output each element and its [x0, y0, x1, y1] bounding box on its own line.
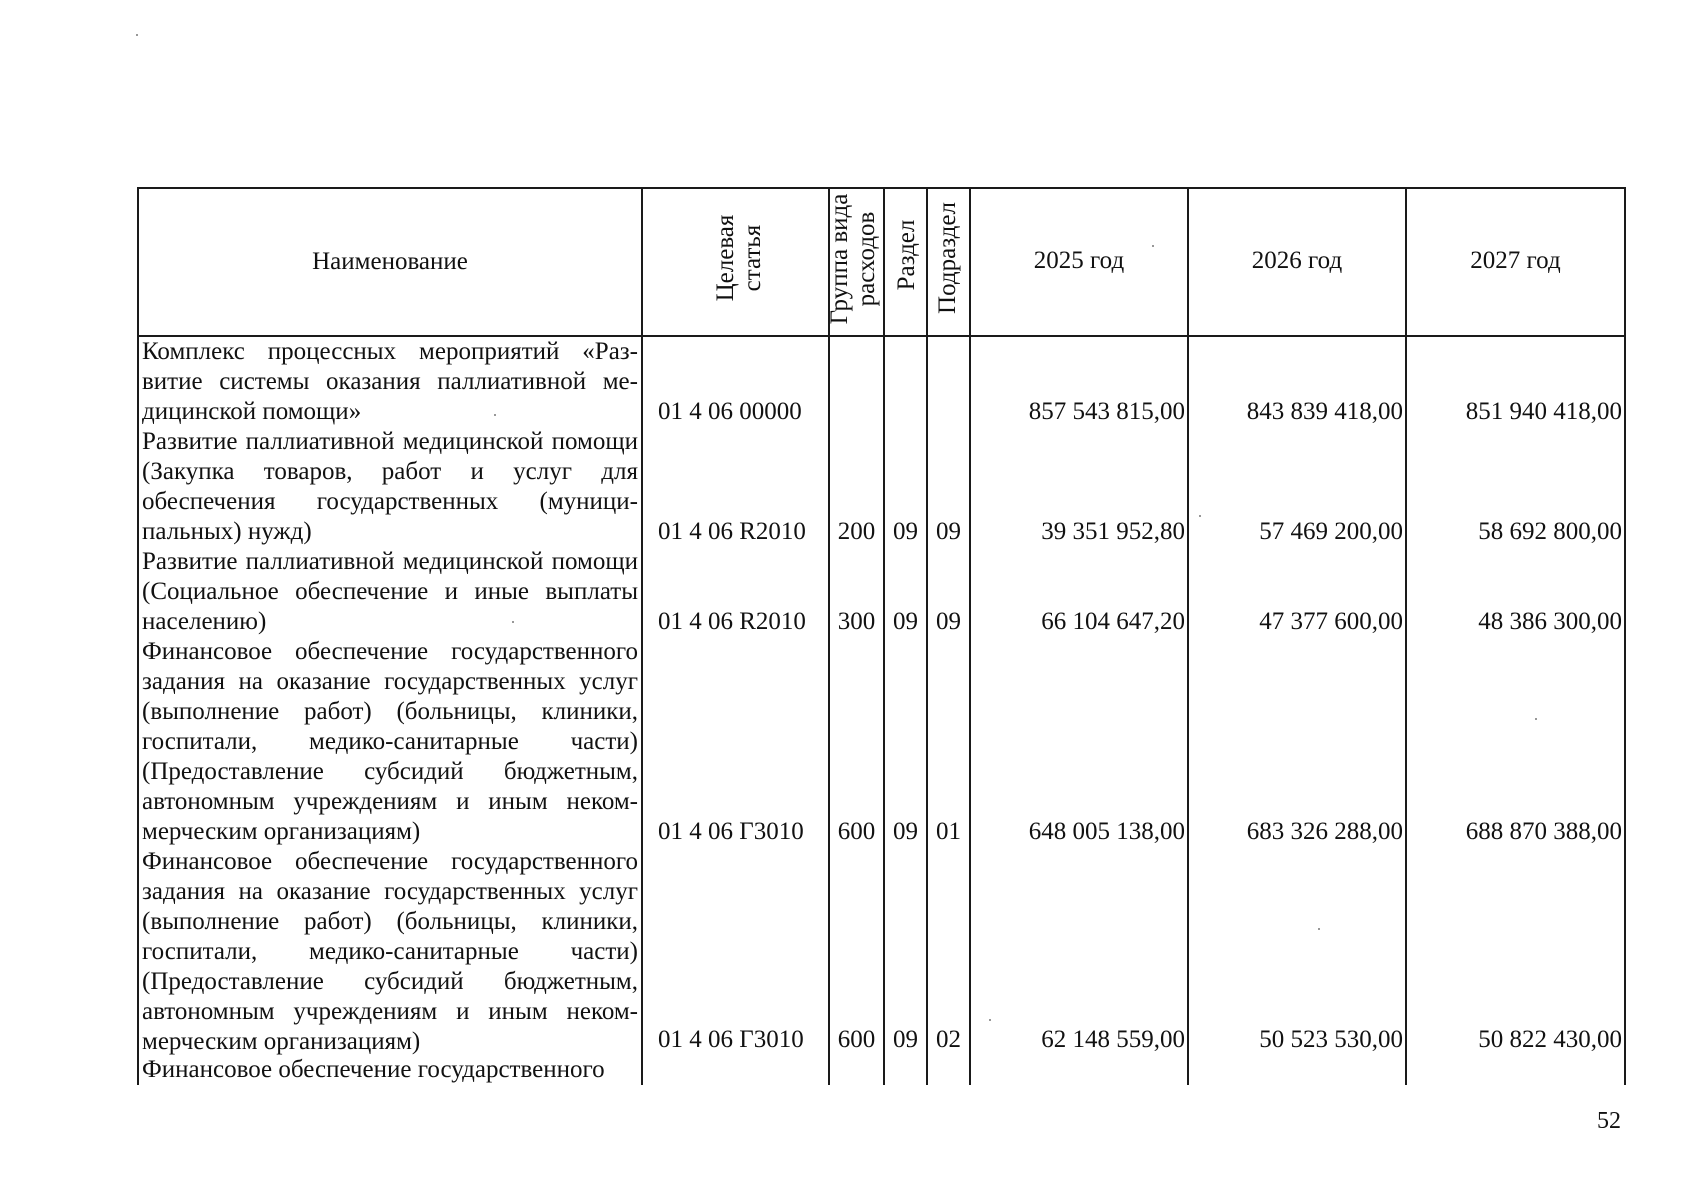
col-border — [137, 188, 139, 1085]
row-2027: 50 822 430,00 — [1478, 1026, 1622, 1053]
row-subsection: 09 — [936, 518, 961, 545]
row-name: Развитие паллиативной медицинской помощи (Закупка товаров, работ и услуг для обеспечения государственных (муниципальных) нужд) — [142, 428, 638, 545]
scan-speck — [1535, 718, 1537, 720]
page-number: 52 — [1597, 1108, 1621, 1134]
row-subsection: 02 — [936, 1026, 961, 1053]
row-2026: 57 469 200,00 — [1259, 518, 1403, 545]
header-section: Раздел — [893, 219, 920, 291]
header-name: Наименование — [312, 248, 468, 275]
row-2026: 843 839 418,00 — [1246, 398, 1403, 425]
row-2027: 688 870 388,00 — [1465, 818, 1622, 845]
row-2026: 50 523 530,00 — [1259, 1026, 1403, 1053]
header-2027: 2027 год — [1470, 247, 1561, 274]
scan-speck — [1199, 515, 1201, 517]
row-2025: 66 104 647,20 — [1041, 608, 1185, 635]
row-group: 600 — [837, 818, 876, 845]
row-2025: 62 148 559,00 — [1041, 1026, 1185, 1053]
scan-speck — [136, 34, 138, 36]
header-2026: 2026 год — [1251, 247, 1343, 274]
row-target: 01 4 06 Г3010 — [658, 1026, 804, 1053]
col-border — [969, 188, 971, 1085]
col-border — [1405, 188, 1407, 1085]
row-2027: 851 940 418,00 — [1465, 398, 1622, 425]
row-section: 09 — [893, 518, 918, 545]
row-target: 01 4 06 R2010 — [658, 518, 806, 545]
row-group: 600 — [837, 1026, 876, 1053]
row-group: 300 — [837, 608, 876, 635]
col-border — [1187, 188, 1189, 1085]
row-subsection: 09 — [936, 608, 961, 635]
row-group: 200 — [837, 518, 876, 545]
header-target: Целевая статья — [712, 214, 766, 302]
scan-speck — [512, 621, 514, 623]
row-2025: 648 005 138,00 — [1028, 818, 1185, 845]
row-2027: 58 692 800,00 — [1478, 518, 1622, 545]
col-border — [1624, 188, 1626, 1085]
row-name: Развитие паллиативной медицинской помощи (Социальное обеспечение и иные выплаты населению) — [142, 548, 638, 635]
row-name: Финансовое обеспечение государственного задания на оказание государственных услуг (выполнение работ) (больницы, клиники, госпитали, медико-санитарные части) (Предоставление субсидий бюджетным, автономным учреждениям и иным некоммерческим организациям) — [142, 848, 638, 1055]
scan-speck — [1318, 928, 1320, 930]
row-target: 01 4 06 Г3010 — [658, 818, 804, 845]
row-subsection: 01 — [936, 818, 961, 845]
row-section: 09 — [893, 1026, 918, 1053]
row-target: 01 4 06 00000 — [658, 398, 802, 425]
row-2025: 857 543 815,00 — [1028, 398, 1185, 425]
table-top-border — [137, 187, 1626, 189]
scan-speck — [1152, 245, 1154, 247]
row-2026: 47 377 600,00 — [1259, 608, 1403, 635]
header-subsection: Подраздел — [934, 202, 961, 314]
row-2027: 48 386 300,00 — [1478, 608, 1622, 635]
header-2025: 2025 год — [1033, 247, 1125, 274]
row-section: 09 — [893, 608, 918, 635]
row-section: 09 — [893, 818, 918, 845]
scan-speck — [494, 414, 496, 416]
row-name: Финансовое обеспечение государственного — [142, 1056, 605, 1083]
header-group: Группа вида расходов — [826, 193, 880, 325]
row-name: Комплекс процессных мероприятий «Развитие системы оказания паллиативной медицинской помощи» — [142, 338, 638, 425]
scan-speck — [989, 1019, 991, 1021]
row-target: 01 4 06 R2010 — [658, 608, 806, 635]
row-name: Финансовое обеспечение государственного задания на оказание государственных услуг (выполнение работ) (больницы, клиники, госпитали, медико-санитарные части) (Предоставление субсидий бюджетным, автономным учреждениям и иным некоммерческим организациям) — [142, 638, 638, 845]
col-border — [641, 188, 643, 1085]
row-2025: 39 351 952,80 — [1041, 518, 1185, 545]
row-2026: 683 326 288,00 — [1246, 818, 1403, 845]
